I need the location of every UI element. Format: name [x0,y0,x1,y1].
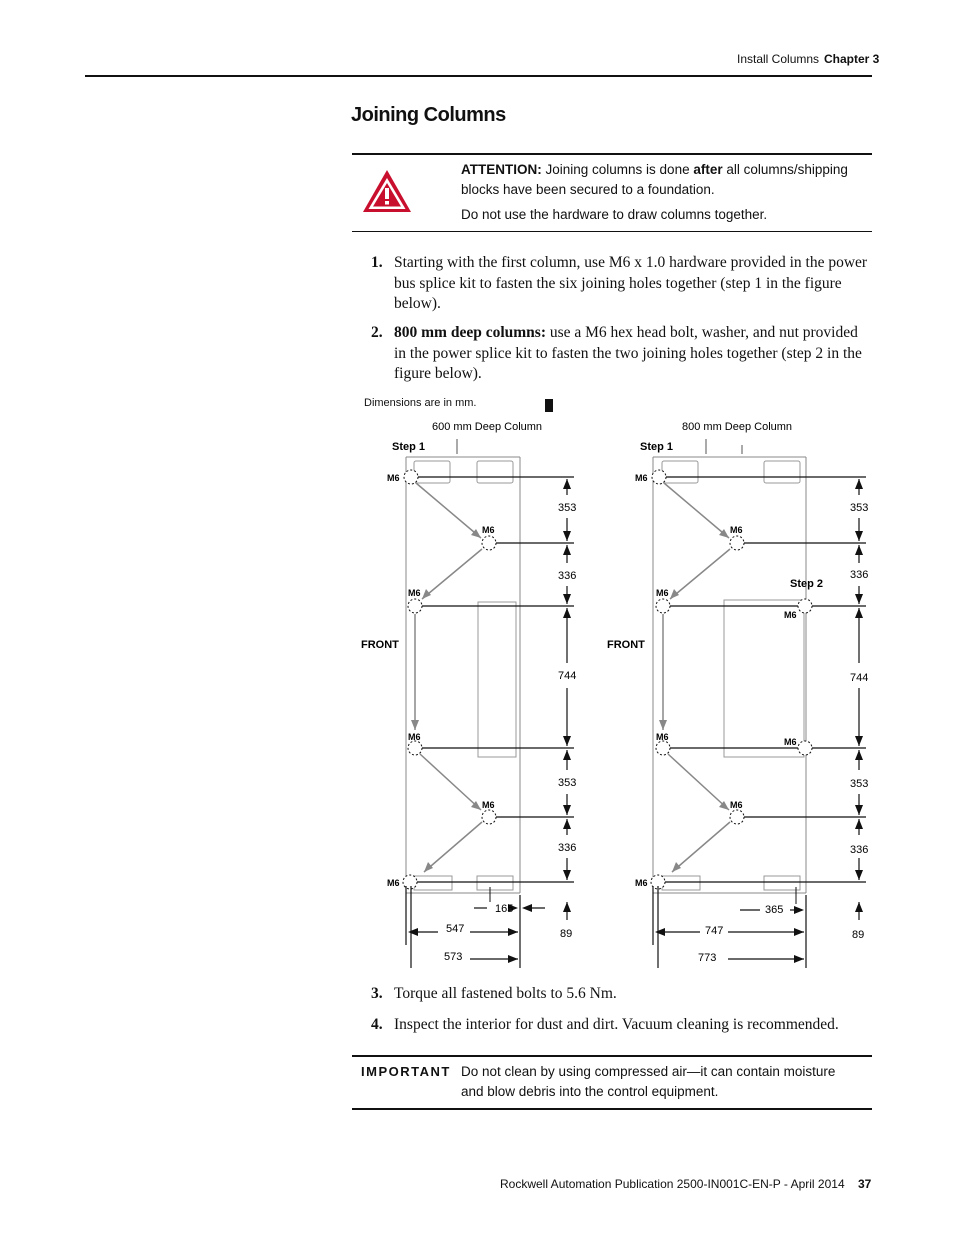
important-text: Do not clean by using compressed air—it can contain moisture and blow debris into the control equipment. [461,1064,836,1099]
left-title: 600 mm Deep Column [432,421,543,433]
left-front-label: FRONT [361,639,399,651]
right-dim: 353 [850,778,869,790]
right-front-label: FRONT [607,639,645,651]
left-bolt-label: M6 [482,800,495,810]
attention-line2: Do not use the hardware to draw columns together. [461,207,768,222]
right-bolt-label: M6 [730,800,743,810]
left-bolt-label: M6 [408,732,421,742]
important-bottom-rule [352,1108,872,1110]
left-dim: 353 [558,502,577,514]
page-title: Joining Columns [351,104,506,126]
attention-emphasis: after [693,162,723,177]
right-bolt-label: M6 [784,610,797,620]
right-title: 800 mm Deep Column [682,421,793,433]
header-chapter: Chapter 3 [824,52,880,66]
left-bottom-dim: 165 [495,903,514,915]
attention-label: ATTENTION: [461,162,542,177]
left-dim: 353 [558,777,577,789]
header-section: Install Columns [737,52,820,66]
footer-publication: Rockwell Automation Publication 2500-IN001C-EN-P - April 2014 [500,1177,845,1191]
right-dim: 744 [850,672,869,684]
right-bolt-label: M6 [730,525,743,535]
left-bolt-label: M6 [387,473,400,483]
right-bottom-dim: 773 [698,952,717,964]
left-bottom-dim: 547 [446,923,465,935]
left-dim: 744 [558,670,577,682]
right-bolt-label: M6 [784,737,797,747]
figure-note: Dimensions are in mm. [364,397,477,409]
left-dim: 89 [560,928,573,940]
left-step1-label: Step 1 [392,441,426,453]
important-top-rule [352,1055,872,1057]
right-step2-label: Step 2 [790,578,824,590]
right-bottom-dim: 747 [705,925,724,937]
right-dim: 89 [852,929,865,941]
right-column-diagram [651,439,869,968]
left-dim: 336 [558,842,577,854]
right-bottom-dim: 365 [765,904,784,916]
right-dim: 353 [850,502,869,514]
left-column-diagram [403,439,577,968]
right-bolt-label: M6 [656,732,669,742]
important-label: IMPORTANT [361,1064,451,1079]
left-bolt-label: M6 [408,588,421,598]
right-bolt-label: M6 [635,878,648,888]
right-step1-label: Step 1 [640,441,674,453]
left-bolt-label: M6 [482,525,495,535]
left-bolt-label: M6 [387,878,400,888]
footer-page-number: 37 [858,1177,872,1191]
right-dim: 336 [850,569,869,581]
left-dim: 336 [558,570,577,582]
right-dim: 336 [850,844,869,856]
right-bolt-label: M6 [635,473,648,483]
right-bolt-label: M6 [656,588,669,598]
left-bottom-dim: 573 [444,951,463,963]
attention-text: ATTENTION: Joining columns is done after all columns/shipping blocks have been secured to a foundation. [461,162,848,197]
